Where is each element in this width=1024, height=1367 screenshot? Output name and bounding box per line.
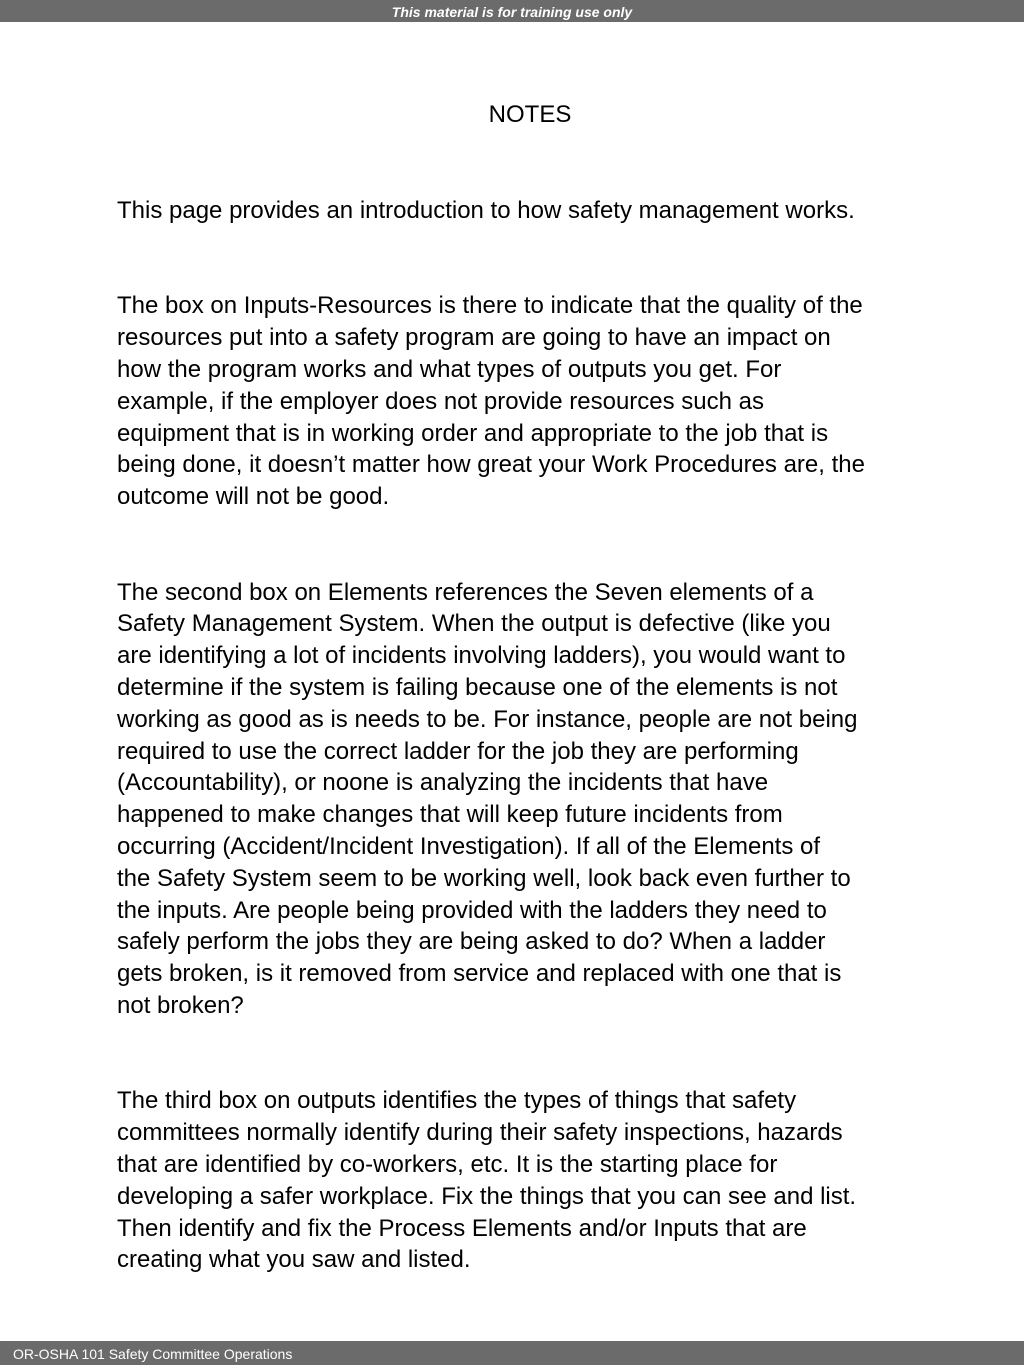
page-title: NOTES [488,101,572,128]
notes-body [117,195,952,1276]
outputs-paragraph: The third box on outputs identifies the types of things that safety committees normally identify during their safety inspections, hazards that are identified by co-workers, etc. It is the starting place for developing a safer workplace. Fix the things that you can see and list. Then identify and fix the Process Elements and/or Inputs that are creating what you saw and listed. [117,1087,857,1274]
inputs-resources-paragraph: The box on Inputs-Resources is there to indicate that the quality of the resources put into a safety program are going to have an impact on how the program works and what types of outputs you get. For example, if the employer does not provide resources such as equipment that is in working order and appropriate to the job that is being done, it doesn’t matter how great your Work Procedures are, the outcome will not be good. [117,292,865,511]
training-use-banner: This material is for training use only [0,0,1024,22]
course-footer [0,1341,1024,1365]
intro-paragraph: This page provides an introduction to how safety management works. [117,197,855,224]
elements-paragraph: The second box on Elements references the Seven elements of a Safety Management System. When the output is defective (like you are identifying a lot of incidents involving ladders), you would want to determine if the system is failing because one of the elements is not working as good as is needs to be. For instance, people are not being required to use the correct ladder for the job they are performing (Accountability), or noone is analyzing the incidents that have happened to make changes that will keep future incidents from occurring (Accident/Incident Investigation). If all of the Elements of the Safety System seem to be working well, look back even further to the inputs. Are people being provided with the ladders they need to safely perform the jobs they are being asked to do? When a ladder gets broken, is it removed from service and replaced with one that is not broken? [117,578,858,1019]
course-footer-label: OR-OSHA 101 Safety Committee Operations [13,1346,293,1362]
